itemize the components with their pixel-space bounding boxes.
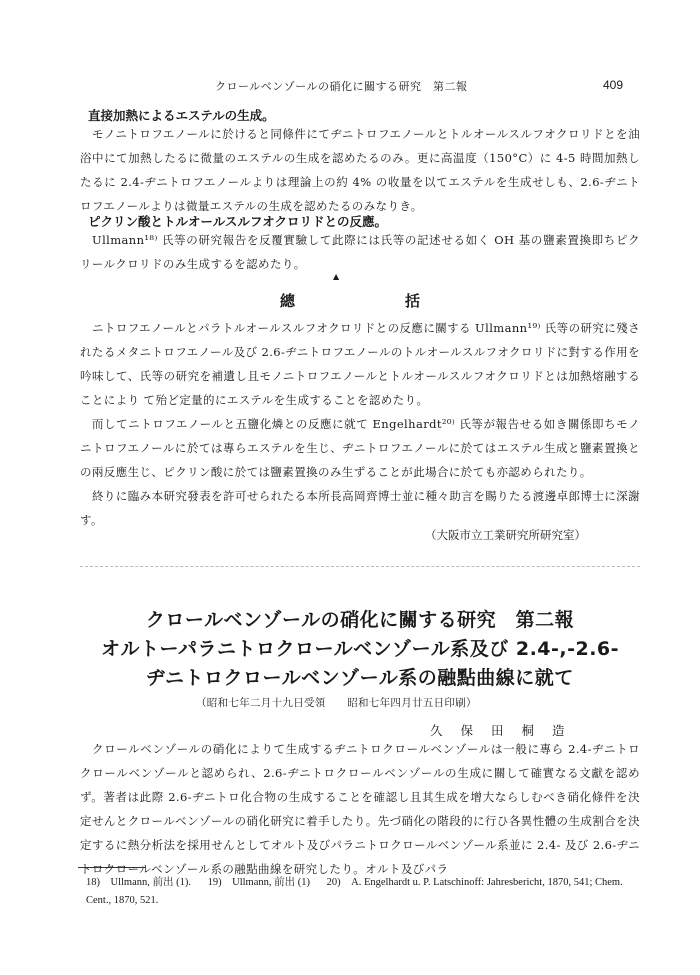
summary-paragraph: 終りに臨み本研究發表を許可せられたる本所長高岡齊博士並に種々助言を賜りたる渡邊卓郎博士に深謝す。 [80,489,640,527]
footnote: 19) Ullmann, 前出 (1) [207,877,310,888]
received-dates: （昭和七年二月十九日受領 昭和七年四月廿五日印刷） [196,697,477,709]
section-body-direct-heating [80,122,640,218]
article-title-line: ヂニトロクロールベンゾール系の融點曲線に就て [146,667,574,689]
affiliation: （大阪市立工業研究所研究室） [425,528,586,542]
footnote: 20) A. Engelhardt u. P. Latschinoff: Jahresbericht, 1870, 541; Chem. Cent., 1870, 521. [86,877,623,906]
footnote-rule [78,867,146,868]
article-title-line: クロールベンゾールの硝化に關する研究 第二報 [145,609,575,631]
author-name: 久保田桐造 [430,723,583,738]
footnotes [86,874,646,910]
paragraph: モノニトロフエノールに於けると同條件にてヂニトロフエノールとトルオールスルフオクロリドとを油浴中にて加熱したるに微量のエステルの生成を認めたるのみ。更に高温度（150°C）に 4-5 時間加熱したるに 2.4-ヂニトロフエノールよりは理論上の約 4% の收量を以てエステルを生成せしも、2.6-ヂニトロフエノールよりは微量エステルの生成を認めたるのみなりき。 [80,127,640,213]
summary-heading [280,290,420,311]
summary-paragraph: ニトロフエノールとパラトルオールスルフオクロリドとの反應に關する Ullmann¹⁹⁾ 氏等の研究に殘されたるメタニトロフエノール及び 2.6-ヂニトロフエノールのトルオールスルフオクロリドに對する作用を吟味して、氏等の研究を補遺し且モノニトロフエノールとトルオールスルフオクロリドとは加熱熔融することにより て殆ど定量的にエステルを生成することを認めたり。 [80,321,640,407]
section-heading-picric-acid: ピクリン酸とトルオールスルフオクロリドとの反應。 [88,214,388,229]
summary-heading-char: 括 [404,292,420,310]
page-number: 409 [603,78,624,92]
running-title: クロールベンゾールの硝化に關する研究 第二報 [215,80,468,93]
section-divider [80,566,640,567]
article-body [80,737,640,881]
footnote: 18) Ullmann, 前出 (1). [86,877,191,888]
stray-mark: ▲ [333,272,340,281]
section-body-picric-acid [80,228,640,276]
summary-body [80,316,640,532]
summary-paragraph: 而してニトロフエノールと五鹽化燐との反應に就て Engelhardt²⁰⁾ 氏等が報告せる如き關係即ちモノニトロフエノールに於ては專らエステルを生じ、ヂニトロフエノールに於てはエステル生成と鹽素置換との兩反應生じ、ピクリン酸に於ては鹽素置換のみ生ずることが此場合に於ても亦認められたり。 [80,417,640,479]
paragraph: Ullmann¹⁸⁾ 氏等の研究報告を反覆實驗して此際には氏等の記述せる如く OH 基の鹽素置換即ちピクリールクロリドのみ生成するを認めたり。 [80,233,640,271]
article-title-line: オルトーパラニトロクロールベンゾール系及び 2.4-,-2.6- [100,638,620,660]
section-heading-direct-heating: 直接加熱によるエステルの生成。 [88,108,275,123]
summary-heading-char: 總 [280,292,296,310]
paragraph: クロールベンゾールの硝化によりて生成するヂニトロクロールベンゾールは一般に專ら 2.4-ヂニトロクロールベンゾールと認められ、2.6-ヂニトロクロールベンゾールの生成に關して確實なる文獻を認めず。著者は此際 2.6-ヂニトロ化合物の生成することを確認し且其生成を增大ならしむべき硝化條件を決定せんとクロールベンゾールの硝化研究に着手したり。先づ硝化の階段的に行ひ各異性體の生成割合を決定するに熱分析法を採用せんとしてオルト及びパラニトロクロールベンゾール系並に 2.4- 及び 2.6-ヂニトロクロールベンゾール系の融點曲線を研究したり。オルト及びパラ [80,742,640,876]
